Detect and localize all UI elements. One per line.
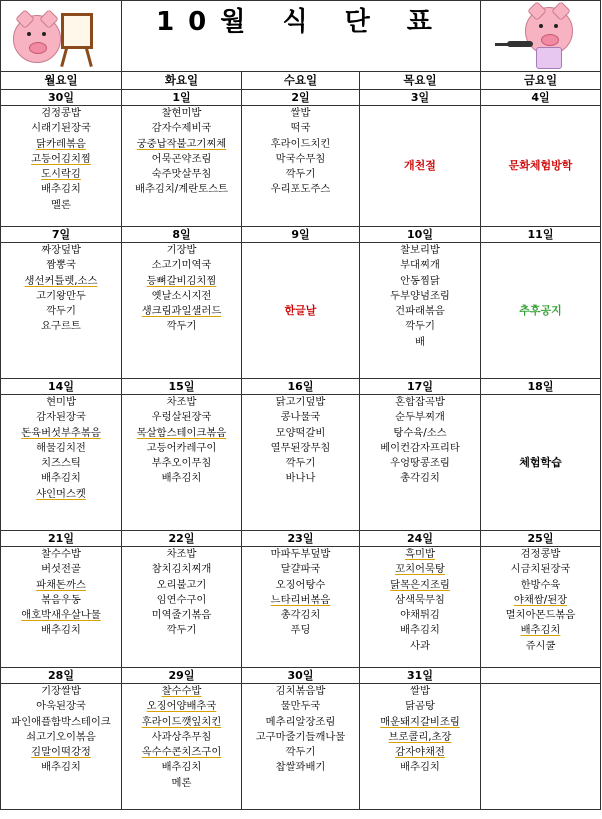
date-row xyxy=(1,379,601,395)
date-cell: 1일 xyxy=(122,90,242,106)
menu-item: 모양떡갈비 xyxy=(275,426,326,439)
menu-item: 소고기미역국 xyxy=(151,259,212,272)
menu-cell xyxy=(1,106,122,227)
menu-item: 해물김치전 xyxy=(36,441,86,454)
holiday-cell xyxy=(481,395,601,531)
menu-item: 쥬시쿨 xyxy=(525,639,556,652)
title-row xyxy=(1,1,601,72)
menu-item: 부대찌개 xyxy=(400,259,440,272)
menu-item: 옛날소시지전 xyxy=(151,289,212,302)
menu-item: 파채돈까스 xyxy=(36,578,86,591)
date-row xyxy=(1,90,601,106)
menu-item: 닭목은지조림 xyxy=(390,578,450,591)
menu-cell xyxy=(360,684,481,810)
holiday-label: 추후공지 xyxy=(519,303,562,317)
menu-item: 혼합잡곡밥 xyxy=(395,396,445,408)
menu-item: 탕수육/소스 xyxy=(393,426,447,439)
menu-cell xyxy=(360,547,481,668)
menu-item: 두부양념조림 xyxy=(390,289,450,302)
menu-item: 감자수제비국 xyxy=(151,122,212,135)
weekday-header: 금요일 xyxy=(481,72,601,90)
menu-row xyxy=(1,106,601,227)
menu-item: 깍두기 xyxy=(166,624,197,637)
menu-item: 검정콩밥 xyxy=(41,107,81,119)
menu-item: 깍두기 xyxy=(46,305,76,318)
menu-item: 안동찜닭 xyxy=(400,274,440,287)
menu-item: 깍두기 xyxy=(405,320,435,333)
menu-item: 오리불고기 xyxy=(156,578,207,591)
menu-item: 고등어카레구이 xyxy=(146,441,217,454)
date-cell: 10일 xyxy=(360,227,481,243)
menu-item: 기장밥 xyxy=(166,244,197,256)
menu-item: 요구르트 xyxy=(41,320,81,333)
date-cell: 2일 xyxy=(242,90,360,106)
menu-item: 매운돼지갈비조림 xyxy=(380,715,460,728)
date-cell: 22일 xyxy=(122,531,242,547)
date-cell: 25일 xyxy=(481,531,601,547)
menu-item: 야채쌈/된장 xyxy=(513,593,568,606)
menu-cell xyxy=(1,684,122,810)
menu-row xyxy=(1,243,601,379)
menu-item: 찰수수밥 xyxy=(161,685,202,697)
holiday-label: 개천절 xyxy=(404,159,436,173)
menu-item: 우엉땅콩조림 xyxy=(390,457,450,470)
menu-item: 배추김치 xyxy=(41,472,81,485)
menu-item: 시래기된장국 xyxy=(31,122,91,135)
menu-item: 배추김치 xyxy=(41,761,81,774)
menu-item: 시금치된장국 xyxy=(510,563,571,576)
date-cell: 24일 xyxy=(360,531,481,547)
menu-item: 도시락김 xyxy=(41,168,81,181)
date-cell xyxy=(481,668,601,684)
menu-item: 김치볶음밥 xyxy=(275,685,326,697)
menu-item: 깍두기 xyxy=(285,746,316,759)
date-row xyxy=(1,668,601,684)
weekday-header: 수요일 xyxy=(242,72,360,90)
date-cell: 14일 xyxy=(1,379,122,395)
menu-cell xyxy=(1,547,122,668)
menu-item: 건파래볶음 xyxy=(395,305,445,318)
menu-item: 흑미밥 xyxy=(405,548,435,560)
menu-item: 치즈스틱 xyxy=(41,457,81,470)
menu-item: 파인애플함박스테이크 xyxy=(11,715,111,728)
menu-item: 사과 xyxy=(410,639,430,652)
menu-item: 돈육버섯부추볶음 xyxy=(21,426,101,439)
menu-item: 후라이드치킨 xyxy=(270,137,331,150)
menu-item: 닭고기덮밥 xyxy=(275,396,326,408)
menu-item: 우렁살된장국 xyxy=(151,411,212,424)
menu-item: 멸치아몬드볶음 xyxy=(505,609,576,622)
menu-item: 궁중납작불고기찌체 xyxy=(136,137,227,150)
date-cell: 21일 xyxy=(1,531,122,547)
holiday-label: 문화체험방학 xyxy=(508,159,573,173)
menu-item: 임연수구이 xyxy=(156,593,207,606)
menu-cell xyxy=(122,395,242,531)
date-cell: 4일 xyxy=(481,90,601,106)
menu-cell xyxy=(360,395,481,531)
menu-cell xyxy=(481,684,601,810)
menu-item: 찰현미밥 xyxy=(161,107,202,119)
menu-item: 감자된장국 xyxy=(36,411,86,424)
date-cell: 28일 xyxy=(1,668,122,684)
date-cell: 9일 xyxy=(242,227,360,243)
date-cell: 16일 xyxy=(242,379,360,395)
menu-item: 야채튀김 xyxy=(400,609,440,622)
menu-item: 짬뽕국 xyxy=(46,259,76,272)
menu-item: 샤인머스켓 xyxy=(36,487,86,500)
menu-item: 열무된장무침 xyxy=(270,441,331,454)
menu-item: 배추김치 xyxy=(161,761,202,774)
menu-item: 검정콩밥 xyxy=(520,548,561,560)
menu-item: 닭곰탕 xyxy=(405,700,435,713)
menu-cell xyxy=(122,547,242,668)
menu-cell xyxy=(122,684,242,810)
menu-item: 닭카레볶음 xyxy=(36,137,86,150)
menu-item: 삼색묵무침 xyxy=(395,593,445,606)
date-cell: 30일 xyxy=(242,668,360,684)
date-cell: 11일 xyxy=(481,227,601,243)
menu-row xyxy=(1,684,601,810)
pig-painter-cell xyxy=(1,1,122,72)
menu-item: 메추리알장조림 xyxy=(265,715,336,728)
menu-item: 고구마줄기들깨나물 xyxy=(255,730,346,743)
menu-item: 후라이드깻잎치킨 xyxy=(141,715,222,728)
menu-item: 등뼈갈비김치찜 xyxy=(146,274,217,287)
menu-item: 깍두기 xyxy=(285,168,316,181)
menu-item: 버섯전골 xyxy=(41,563,81,576)
date-cell: 7일 xyxy=(1,227,122,243)
menu-item: 미역줄기볶음 xyxy=(151,609,212,622)
menu-item: 부추오이무침 xyxy=(151,457,212,470)
menu-item: 달걀파국 xyxy=(280,563,321,576)
date-cell: 30일 xyxy=(1,90,122,106)
menu-row xyxy=(1,547,601,668)
menu-item: 깍두기 xyxy=(166,320,197,333)
holiday-cell xyxy=(481,106,601,227)
date-cell: 15일 xyxy=(122,379,242,395)
menu-item: 애호박새우살나물 xyxy=(21,609,101,622)
menu-item: 쇠고기오이볶음 xyxy=(26,730,96,743)
date-row xyxy=(1,531,601,547)
menu-item: 배 xyxy=(415,335,425,348)
menu-item: 메론 xyxy=(171,776,192,789)
weekday-header: 화요일 xyxy=(122,72,242,90)
menu-item: 오징어탕수 xyxy=(275,578,326,591)
menu-item: 바나나 xyxy=(285,472,316,485)
menu-item: 물만두국 xyxy=(280,700,321,713)
pig-chef-icon xyxy=(481,1,601,71)
menu-item: 한방수육 xyxy=(520,578,561,591)
menu-item: 베이컨감자프리타 xyxy=(380,441,460,454)
menu-item: 찰수수밥 xyxy=(41,548,81,560)
menu-cell xyxy=(481,547,601,668)
weekday-header: 목요일 xyxy=(360,72,481,90)
menu-item: 배추김치 xyxy=(400,624,440,637)
date-cell: 18일 xyxy=(481,379,601,395)
menu-item: 콩나물국 xyxy=(280,411,321,424)
menu-item: 현미밥 xyxy=(46,396,76,408)
menu-item: 차조밥 xyxy=(166,396,197,408)
date-cell: 8일 xyxy=(122,227,242,243)
menu-item: 떡국 xyxy=(290,122,311,135)
menu-item: 총각김치 xyxy=(400,472,440,485)
weekday-header: 월요일 xyxy=(1,72,122,90)
menu-cell xyxy=(1,243,122,379)
menu-item: 쌀밥 xyxy=(410,685,430,697)
menu-item: 볶음우동 xyxy=(41,593,81,606)
menu-item: 쌀밥 xyxy=(290,107,311,119)
menu-item: 순두부찌개 xyxy=(395,411,445,424)
holiday-label: 한글날 xyxy=(284,303,317,317)
menu-item: 생선커틀렛,소스 xyxy=(24,274,98,287)
holiday-cell xyxy=(242,243,360,379)
menu-item: 사과상추무침 xyxy=(151,730,212,743)
menu-item: 찰보리밥 xyxy=(400,244,440,256)
menu-cell xyxy=(242,684,360,810)
menu-item: 느타리버볶음 xyxy=(270,593,331,606)
menu-item: 찹쌀꽈배기 xyxy=(275,761,326,774)
menu-item: 우리포도주스 xyxy=(270,183,331,196)
menu-item: 오징어양배추국 xyxy=(146,700,217,713)
menu-item: 생크림과일샐러드 xyxy=(141,305,222,318)
menu-item: 어묵곤약조림 xyxy=(151,152,212,165)
menu-cell xyxy=(122,106,242,227)
menu-item: 아욱된장국 xyxy=(36,700,86,713)
date-cell: 31일 xyxy=(360,668,481,684)
menu-item: 배추김치 xyxy=(400,761,440,774)
menu-item: 배추김치 xyxy=(520,624,561,637)
menu-item: 막국수무침 xyxy=(275,152,326,165)
pig-painter-icon xyxy=(1,1,122,71)
date-row xyxy=(1,227,601,243)
menu-item: 푸딩 xyxy=(290,624,311,637)
menu-cell xyxy=(360,243,481,379)
holiday-cell xyxy=(481,243,601,379)
weekday-header-row xyxy=(1,72,601,90)
menu-cell xyxy=(1,395,122,531)
menu-item: 짜장덮밥 xyxy=(41,244,81,256)
menu-item: 고등어김치찜 xyxy=(31,152,91,165)
date-cell: 23일 xyxy=(242,531,360,547)
holiday-cell xyxy=(360,106,481,227)
menu-item: 김말이떡강정 xyxy=(31,746,91,759)
menu-item: 고기왕만두 xyxy=(36,289,86,302)
menu-item: 배추김치 xyxy=(41,624,81,637)
menu-item: 참치김치찌개 xyxy=(151,563,212,576)
menu-item: 배추김치/계란토스트 xyxy=(135,183,228,196)
menu-item: 옥수수콘치즈구이 xyxy=(141,746,222,759)
menu-row xyxy=(1,395,601,531)
date-cell: 29일 xyxy=(122,668,242,684)
date-cell: 17일 xyxy=(360,379,481,395)
menu-cell xyxy=(242,106,360,227)
menu-cell xyxy=(242,395,360,531)
menu-item: 깍두기 xyxy=(285,457,316,470)
menu-item: 총각김치 xyxy=(280,609,321,622)
holiday-label: 체험학습 xyxy=(519,455,562,469)
menu-item: 브로콜리,초장 xyxy=(388,730,452,743)
menu-item: 멜론 xyxy=(51,198,71,211)
menu-item: 기장쌀밥 xyxy=(41,685,81,697)
menu-item: 배추김치 xyxy=(41,183,81,196)
menu-item: 마파두부덮밥 xyxy=(270,548,331,560)
title-cell xyxy=(122,1,481,72)
pig-chef-cell xyxy=(481,1,601,72)
menu-item: 숙주맛살무침 xyxy=(151,168,212,181)
date-cell: 3일 xyxy=(360,90,481,106)
menu-item: 배추김치 xyxy=(161,472,202,485)
menu-item: 감자야채전 xyxy=(395,746,445,759)
menu-item: 목살함스테이크볶음 xyxy=(136,426,227,439)
menu-item: 꼬치어묵탕 xyxy=(395,563,445,576)
menu-item: 차조밥 xyxy=(166,548,197,560)
weeks-body xyxy=(1,90,601,810)
menu-cell xyxy=(242,547,360,668)
page-title: 10월 식 단 표 xyxy=(156,7,446,37)
menu-cell xyxy=(122,243,242,379)
